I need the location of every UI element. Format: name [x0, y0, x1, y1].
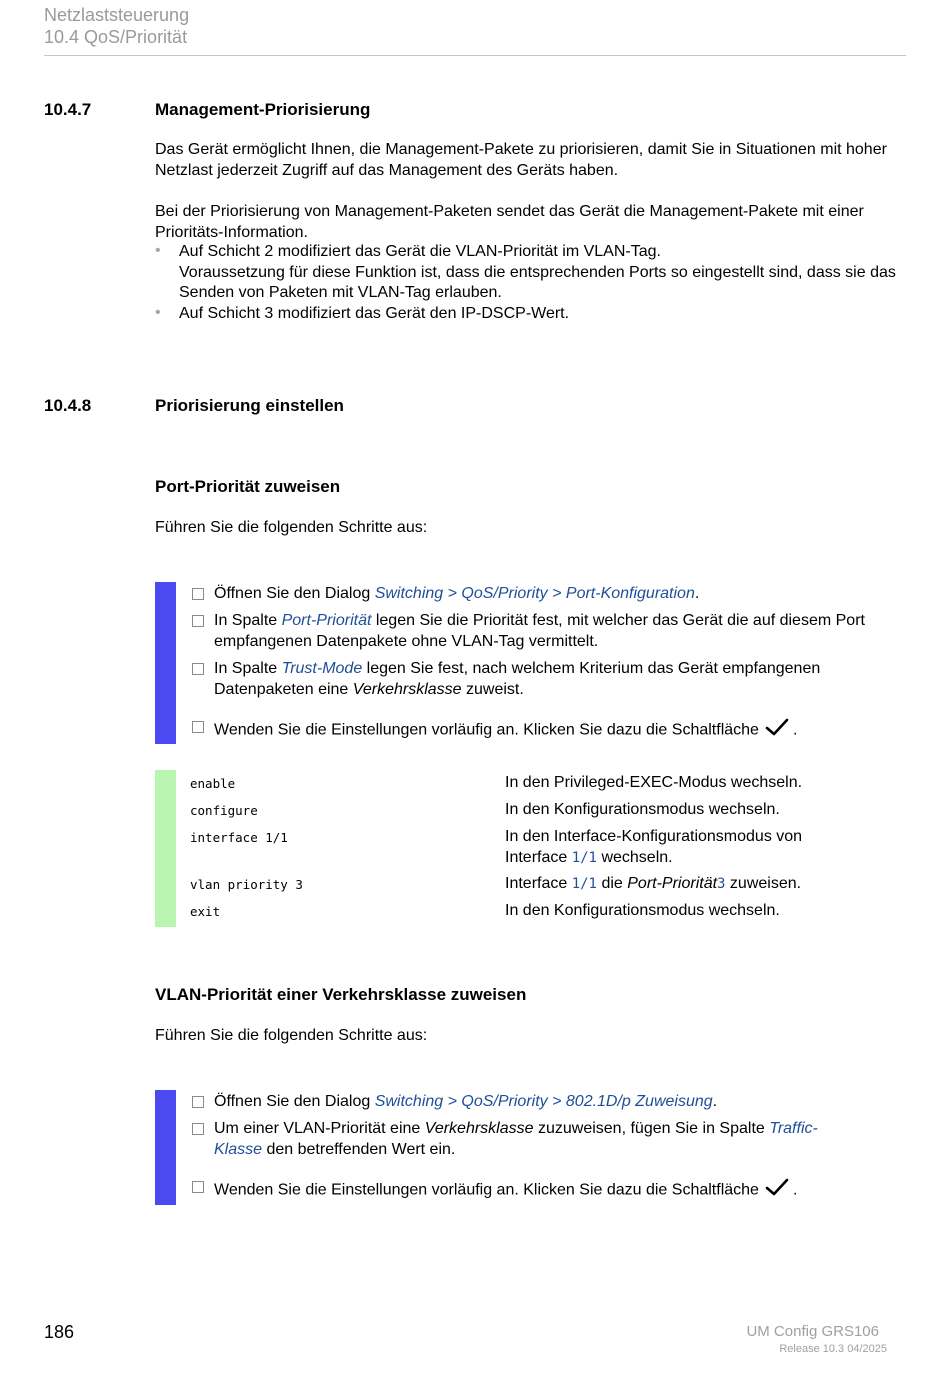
footer-document: UM Config GRS106	[746, 1323, 879, 1340]
step-text	[214, 1119, 904, 1160]
step-checkbox[interactable]	[192, 721, 204, 733]
step-text-part: Datenpaketen eine	[214, 680, 353, 698]
cli-command: exit	[190, 904, 221, 919]
cli-command: configure	[190, 803, 258, 818]
header-chapter: Netzlaststeuerung	[44, 5, 190, 25]
bullet-text: Voraussetzung für diese Funktion ist, dass die entsprechenden Ports so eingestellt sind, dass sie das Senden von Paketen mit VLAN-Tag erlauben.	[179, 263, 896, 301]
bullet-icon: •	[155, 242, 161, 259]
step-text-part: .	[712, 1093, 718, 1110]
cli-code: 1/1	[571, 849, 597, 866]
cli-description-part: In den Interface-Konfigurationsmodus von	[505, 828, 803, 845]
checkmark-icon	[765, 1177, 789, 1204]
step-text-part: legen Sie die Priorität fest, mit welcher das Gerät die auf diesem Port	[371, 612, 865, 629]
section-title: Management-Priorisierung	[155, 100, 371, 119]
step-text-part: .	[792, 1181, 798, 1199]
cli-code: 1/1	[571, 876, 597, 892]
bullet-item	[179, 242, 899, 304]
step-checkbox[interactable]	[192, 1123, 204, 1135]
cli-description: In den Konfigurationsmodus wechseln.	[505, 902, 780, 919]
step-text-part: Öffnen Sie den Dialog	[214, 585, 375, 602]
step-text-part: Verkehrsklasse	[352, 680, 462, 698]
section-number: 10.4.8	[44, 396, 92, 415]
step-checkbox[interactable]	[192, 663, 204, 675]
step-text-part: den betreffenden Wert ein.	[262, 1140, 456, 1158]
step-text	[214, 1092, 904, 1113]
cli-description-part: Interface	[505, 848, 572, 866]
paragraph: Das Gerät ermöglicht Ihnen, die Management-Pakete zu priorisieren, damit Sie in Situationen mit hoher Netzlast jederzeit Zugriff auf das Management des Geräts haben.	[155, 141, 887, 179]
step-checkbox[interactable]	[192, 615, 204, 627]
bullet-text: Auf Schicht 2 modifiziert das Gerät die VLAN-Priorität im VLAN-Tag.	[179, 243, 661, 260]
step-text-part: .	[694, 585, 700, 602]
cli-description	[505, 827, 900, 868]
step-checkbox[interactable]	[192, 1096, 204, 1108]
bullet-text: Auf Schicht 3 modifiziert das Gerät den IP-DSCP-Wert.	[179, 305, 570, 322]
header-section: 10.4 QoS/Priorität	[44, 27, 188, 47]
step-text	[214, 1177, 904, 1204]
paragraph: Bei der Priorisierung von Management-Paketen sendet das Gerät die Management-Pakete mit einer Prioritäts-Information.	[155, 203, 864, 241]
dialog-path-link[interactable]: Switching > QoS/Priority > 802.1D/p Zuweisung	[374, 1093, 713, 1110]
section-title: Priorisierung einstellen	[155, 396, 344, 415]
column-link[interactable]: Trust-Mode	[281, 660, 363, 677]
step-text-part: Öffnen Sie den Dialog	[214, 1093, 375, 1110]
procedure-bar	[155, 582, 176, 744]
step-text-part: Um einer VLAN-Priorität eine	[214, 1120, 425, 1137]
step-text-part: Wenden Sie die Einstellungen vorläufig an. Klicken Sie dazu die Schaltfläche	[214, 721, 759, 739]
step-checkbox[interactable]	[192, 1181, 204, 1193]
cli-description-part: wechseln.	[597, 848, 673, 866]
section-number: 10.4.7	[44, 100, 92, 119]
step-text-part: .	[792, 721, 798, 739]
step-text-part: Wenden Sie die Einstellungen vorläufig an. Klicken Sie dazu die Schaltfläche	[214, 1181, 759, 1199]
cli-code: 3	[717, 876, 726, 892]
cli-description-part: die	[597, 875, 628, 892]
step-text-part: empfangenen Datenpakete ohne VLAN-Tag vermittelt.	[214, 632, 599, 650]
header-rule	[44, 55, 906, 56]
cli-description: In den Konfigurationsmodus wechseln.	[505, 801, 780, 818]
step-text-part: In Spalte	[214, 612, 282, 629]
cli-bar	[155, 770, 176, 927]
step-text	[214, 584, 904, 605]
step-text-part: legen Sie fest, nach welchem Kriterium das Gerät empfangenen	[362, 660, 821, 677]
footer-release: Release 10.3 04/2025	[779, 1343, 887, 1355]
step-text	[214, 659, 904, 700]
cli-description-part: zuweisen.	[725, 875, 802, 892]
step-text-part: Verkehrsklasse	[424, 1120, 534, 1137]
dialog-path-link[interactable]: Switching > QoS/Priority > Port-Konfiguration	[374, 585, 695, 602]
column-link[interactable]: Traffic-	[769, 1120, 818, 1137]
subsection-title: Port-Priorität zuweisen	[155, 477, 341, 496]
step-text	[214, 717, 904, 744]
step-text-part: zuzuweisen, fügen Sie in Spalte	[533, 1120, 770, 1137]
cli-command: vlan priority 3	[190, 877, 303, 892]
step-checkbox[interactable]	[192, 588, 204, 600]
step-text-part: zuweist.	[461, 680, 524, 698]
intro-text: Führen Sie die folgenden Schritte aus:	[155, 519, 428, 536]
intro-text: Führen Sie die folgenden Schritte aus:	[155, 1027, 428, 1044]
cli-command: interface 1/1	[190, 830, 288, 845]
cli-command: enable	[190, 776, 236, 791]
column-link[interactable]: Klasse	[214, 1140, 263, 1158]
cli-description: In den Privileged-EXEC-Modus wechseln.	[505, 774, 803, 791]
step-text-part: In Spalte	[214, 660, 282, 677]
cli-description-part: Port-Priorität	[627, 875, 718, 892]
column-link[interactable]: Port-Priorität	[281, 612, 372, 629]
cli-description	[505, 874, 900, 895]
subsection-title: VLAN-Priorität einer Verkehrsklasse zuweisen	[155, 985, 527, 1004]
step-text	[214, 611, 904, 652]
page-number: 186	[44, 1322, 75, 1342]
checkmark-icon	[765, 717, 789, 744]
bullet-icon: •	[155, 304, 161, 321]
cli-description-part: Interface	[505, 875, 572, 892]
procedure-bar	[155, 1090, 176, 1205]
